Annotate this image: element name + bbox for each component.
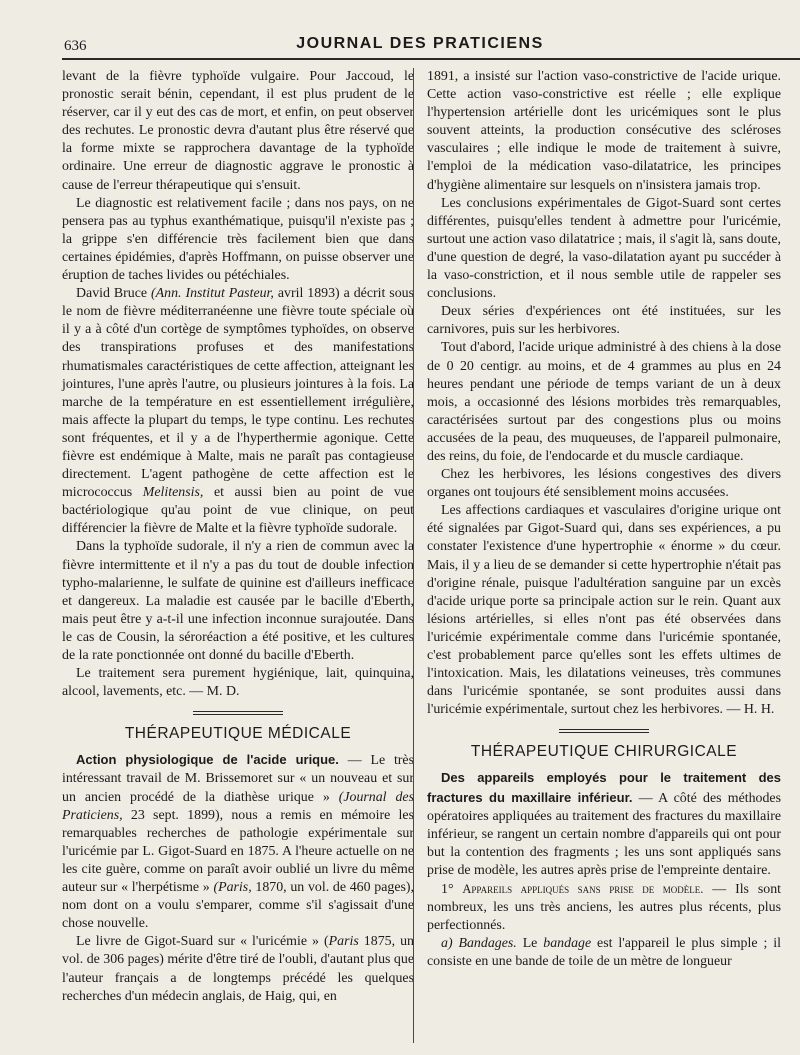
text-run: 1875, un vol. de 306 pages) mérite d'être tiré de l'oubli, d'autant plus que l'auteur français a de longtemps précédé les quelques recherches d'un médecin anglais, de Haig, qui, en xyxy=(62,934,414,1004)
text-run: — A côté des méthodes opératoires appliquées au traitement des fractures du maxillaire inférieur, se rangent un certain nombre d'appareils qui ont pour but la contention des fragments ; les uns sont appliqués sans prise de modèle, les autres après prise de l'empreinte dentaire. xyxy=(427,790,782,878)
paragraph: Tout d'abord, l'acide urique administré à des chiens à la dose de 0 20 centigr. au moins, et de 4 grammes au plus en 24 heures pendant une période de temps variant de un à deux mois, a occasionné des lésions morbides très remarquables, caractérisées surtout par des congestions plus ou moins accusées de la peau, des muqueuses, de l'appareil pulmonaire, des reins, du foie, de l'endocarde et du muscle cardiaque. xyxy=(427,340,781,464)
italic-term: a) Bandages. xyxy=(441,936,517,952)
paragraph: Le traitement sera purement hygiénique, lait, quinquina, alcool, lavements, etc. — M. D. xyxy=(62,666,414,700)
paragraph: levant de la fièvre typhoïde vulgaire. Pour Jaccoud, le pronostic serait bénin, cependant, il est plus prudent de le réserver, car il y eut des cas de mort, et enfin, on peut observer des rechutes. Le pronostic devra d'autant plus être réservé que la forme mixte se rapprochera davantage de la typhoïde ordinaire. Une erreur de diagnostic aggrave le pronostic à cause de l'erreur thérapeutique qui s'ensuit. xyxy=(62,69,414,193)
article-heading: Des appareils employés pour le traitement des fractures du maxillaire inférieur. xyxy=(427,770,781,805)
citation: (Ann. Institut Pasteur, xyxy=(151,286,274,302)
text-run: Le xyxy=(516,936,544,952)
section-title: THÉRAPEUTIQUE CHIRURGICALE xyxy=(470,743,738,761)
paragraph xyxy=(427,935,781,971)
article-heading: Action physiologique de l'acide urique. xyxy=(76,752,339,768)
header-rule xyxy=(62,58,800,60)
text-run: Le livre de Gigot-Suard sur « l'uricémie » ( xyxy=(76,934,329,950)
section-title: THÉRAPEUTIQUE MÉDICALE xyxy=(124,725,352,743)
paragraph xyxy=(427,769,781,880)
paragraph: Chez les herbivores, les lésions congestives des divers organes ont toujours été sensiblement moins accusées. xyxy=(427,467,781,501)
running-title: JOURNAL DES PRATICIENS xyxy=(296,35,544,52)
page-header xyxy=(60,32,780,60)
text-run: et aussi bien au point de vue bactériologique qu'au point de vue clinique, on peut différencier la fièvre de Malte et la fièvre typhoïde sudorale. xyxy=(62,485,414,537)
paragraph: Le diagnostic est relativement facile ; dans nos pays, on ne pensera pas au typhus exanthématique, puisqu'il n'existe pas ; la grippe s'en différencie très facilement bien que dans certaines épidémies, d'après Hoffmann, on puisse observer une éruption de taches livides ou pétéchiales. xyxy=(62,195,414,284)
paragraph: Dans la typhoïde sudorale, il n'y a rien de commun avec la fièvre intermittente et il n'y a pas du tout de double infection typho-malarienne, le sulfate de quinine est d'ailleurs inefficace et dangereux. La maladie est causée par le bacille d'Eberth, mais peut être y a-t-il une infection inconnue surajoutée. Dans le cas de Cousin, la séroréaction a été positive, et les cultures de la rate ponctionnée ont donné du bacille d'Eberth. xyxy=(62,539,414,663)
left-column xyxy=(62,68,414,1006)
text-run: David Bruce xyxy=(76,286,152,302)
citation: (Paris, xyxy=(213,880,252,896)
paragraph xyxy=(427,880,781,935)
text-run: avril 1893) a décrit sous le nom de fièvre méditerranéenne une fièvre toute spéciale où il y a à côté d'un cortège de symptômes typhoïdes, on observe des transpirations profuses et des manifestations rhumatismales caractéristiques de cette affection, atteignant les jointures, l'une après l'autre, ou plusieurs jointures à la fois. La marche de la température en est essentiellement irrégulière, mais affecte la plupart du temps, le type continu. Les rechutes sont fréquentes, et il y a de l'hyperthermie agonique. Cette fièvre est endémique à Malte, mais ne paraît pas contagieuse directement. L'agent pathogène de cette affection est le micrococcus xyxy=(62,286,415,501)
text-run: 23 sept. 1899), nous a remis en mémoire les remarquables recherches de pathologie expérimentale sur l'uricémie par L. Gigot-Suard en 1875. A l'heure actuelle on ne les cite guère, comme on paraît avoir oublié un livre du même auteur sur « l'herpétisme » xyxy=(62,807,414,896)
right-column xyxy=(427,68,781,972)
paragraph xyxy=(62,751,414,933)
subheading: Appareils appliqués sans prise de modèle. xyxy=(462,882,704,897)
section-rule xyxy=(559,729,649,733)
text-run: — Le très intéressant travail de M. Brissemoret sur « un nouveau et sur un ancien procédé de la diathèse urique » xyxy=(62,753,415,805)
citation: Paris xyxy=(328,934,359,950)
citation: (Journal des Praticiens, xyxy=(62,789,414,823)
column-divider xyxy=(413,68,414,1043)
paragraph xyxy=(62,285,414,538)
paragraph xyxy=(62,933,414,1005)
paragraph: Deux séries d'expériences ont été instituées, sur les carnivores, puis sur les herbivores. xyxy=(427,304,781,338)
italic-term: Melitensis, xyxy=(142,485,204,501)
section-rule xyxy=(193,711,283,715)
paragraph: Les affections cardiaques et vasculaires d'origine urique ont été signalées par Gigot-Suard qui, dans ses expériences, a pu constater l'existence d'une hypertrophie « énorme » du cœur. Mais, il y a lieu de se demander si cette hypertrophie n'était pas d'origine rénale, puisque l'adultération sanguine par un excès d'acide urique porte sa principale action sur le rein. Quant aux lésions artérielles, si elles n'ont pas été observées dans l'uricémie expérimentale comme dans l'uricémie spontanée, c'est probablement parce qu'elles sont les effets ultimes de l'intoxication. Mais, les dilatations veineuses, très communes dans l'uricémie spontanée, se sont produites aussi dans l'uricémie expérimentale, surtout chez les herbivores. — H. H. xyxy=(427,503,781,718)
paragraph: Les conclusions expérimentales de Gigot-Suard sont certes différentes, puisqu'elles tendent à admettre pour l'uricémie, surtout une action vaso dilatatrice ; mais, il s'agit là, sans doute, d'une question de degré, la vaso-dilatation ayant pu succéder à la vaso-constriction, et il nous semble utile de rappeler ses conclusions. xyxy=(427,195,781,302)
text-run: est l'appareil le plus simple ; il consiste en une bande de toile de un mètre de longueur xyxy=(427,936,781,970)
text-run: — Ils sont nombreux, les uns très anciens, les autres plus récents, plus perfectionnés. xyxy=(427,882,782,934)
paragraph: 1891, a insisté sur l'action vaso-constrictive de l'acide urique. Cette action vaso-constrictive est réelle ; elle explique l'hypertension artérielle dont les uricémiques sont le plus souvent atteints, la production consécutive des scléroses vasculaires ; elle indique le mode de traitement à suivre, l'emploi de la médication vaso-dilatatrice, les principes d'hygiène alimentaire sur lesquels on n'insistera jamais trop. xyxy=(427,69,781,193)
text-run: 1870, un vol. de 460 pages), nom dont on a voulu s'emparer, comme s'il s'agissait d'une chose nouvelle. xyxy=(62,880,415,932)
italic-term: bandage xyxy=(543,936,592,952)
page-number: 636 xyxy=(64,38,87,54)
text-run: 1° xyxy=(441,882,463,898)
